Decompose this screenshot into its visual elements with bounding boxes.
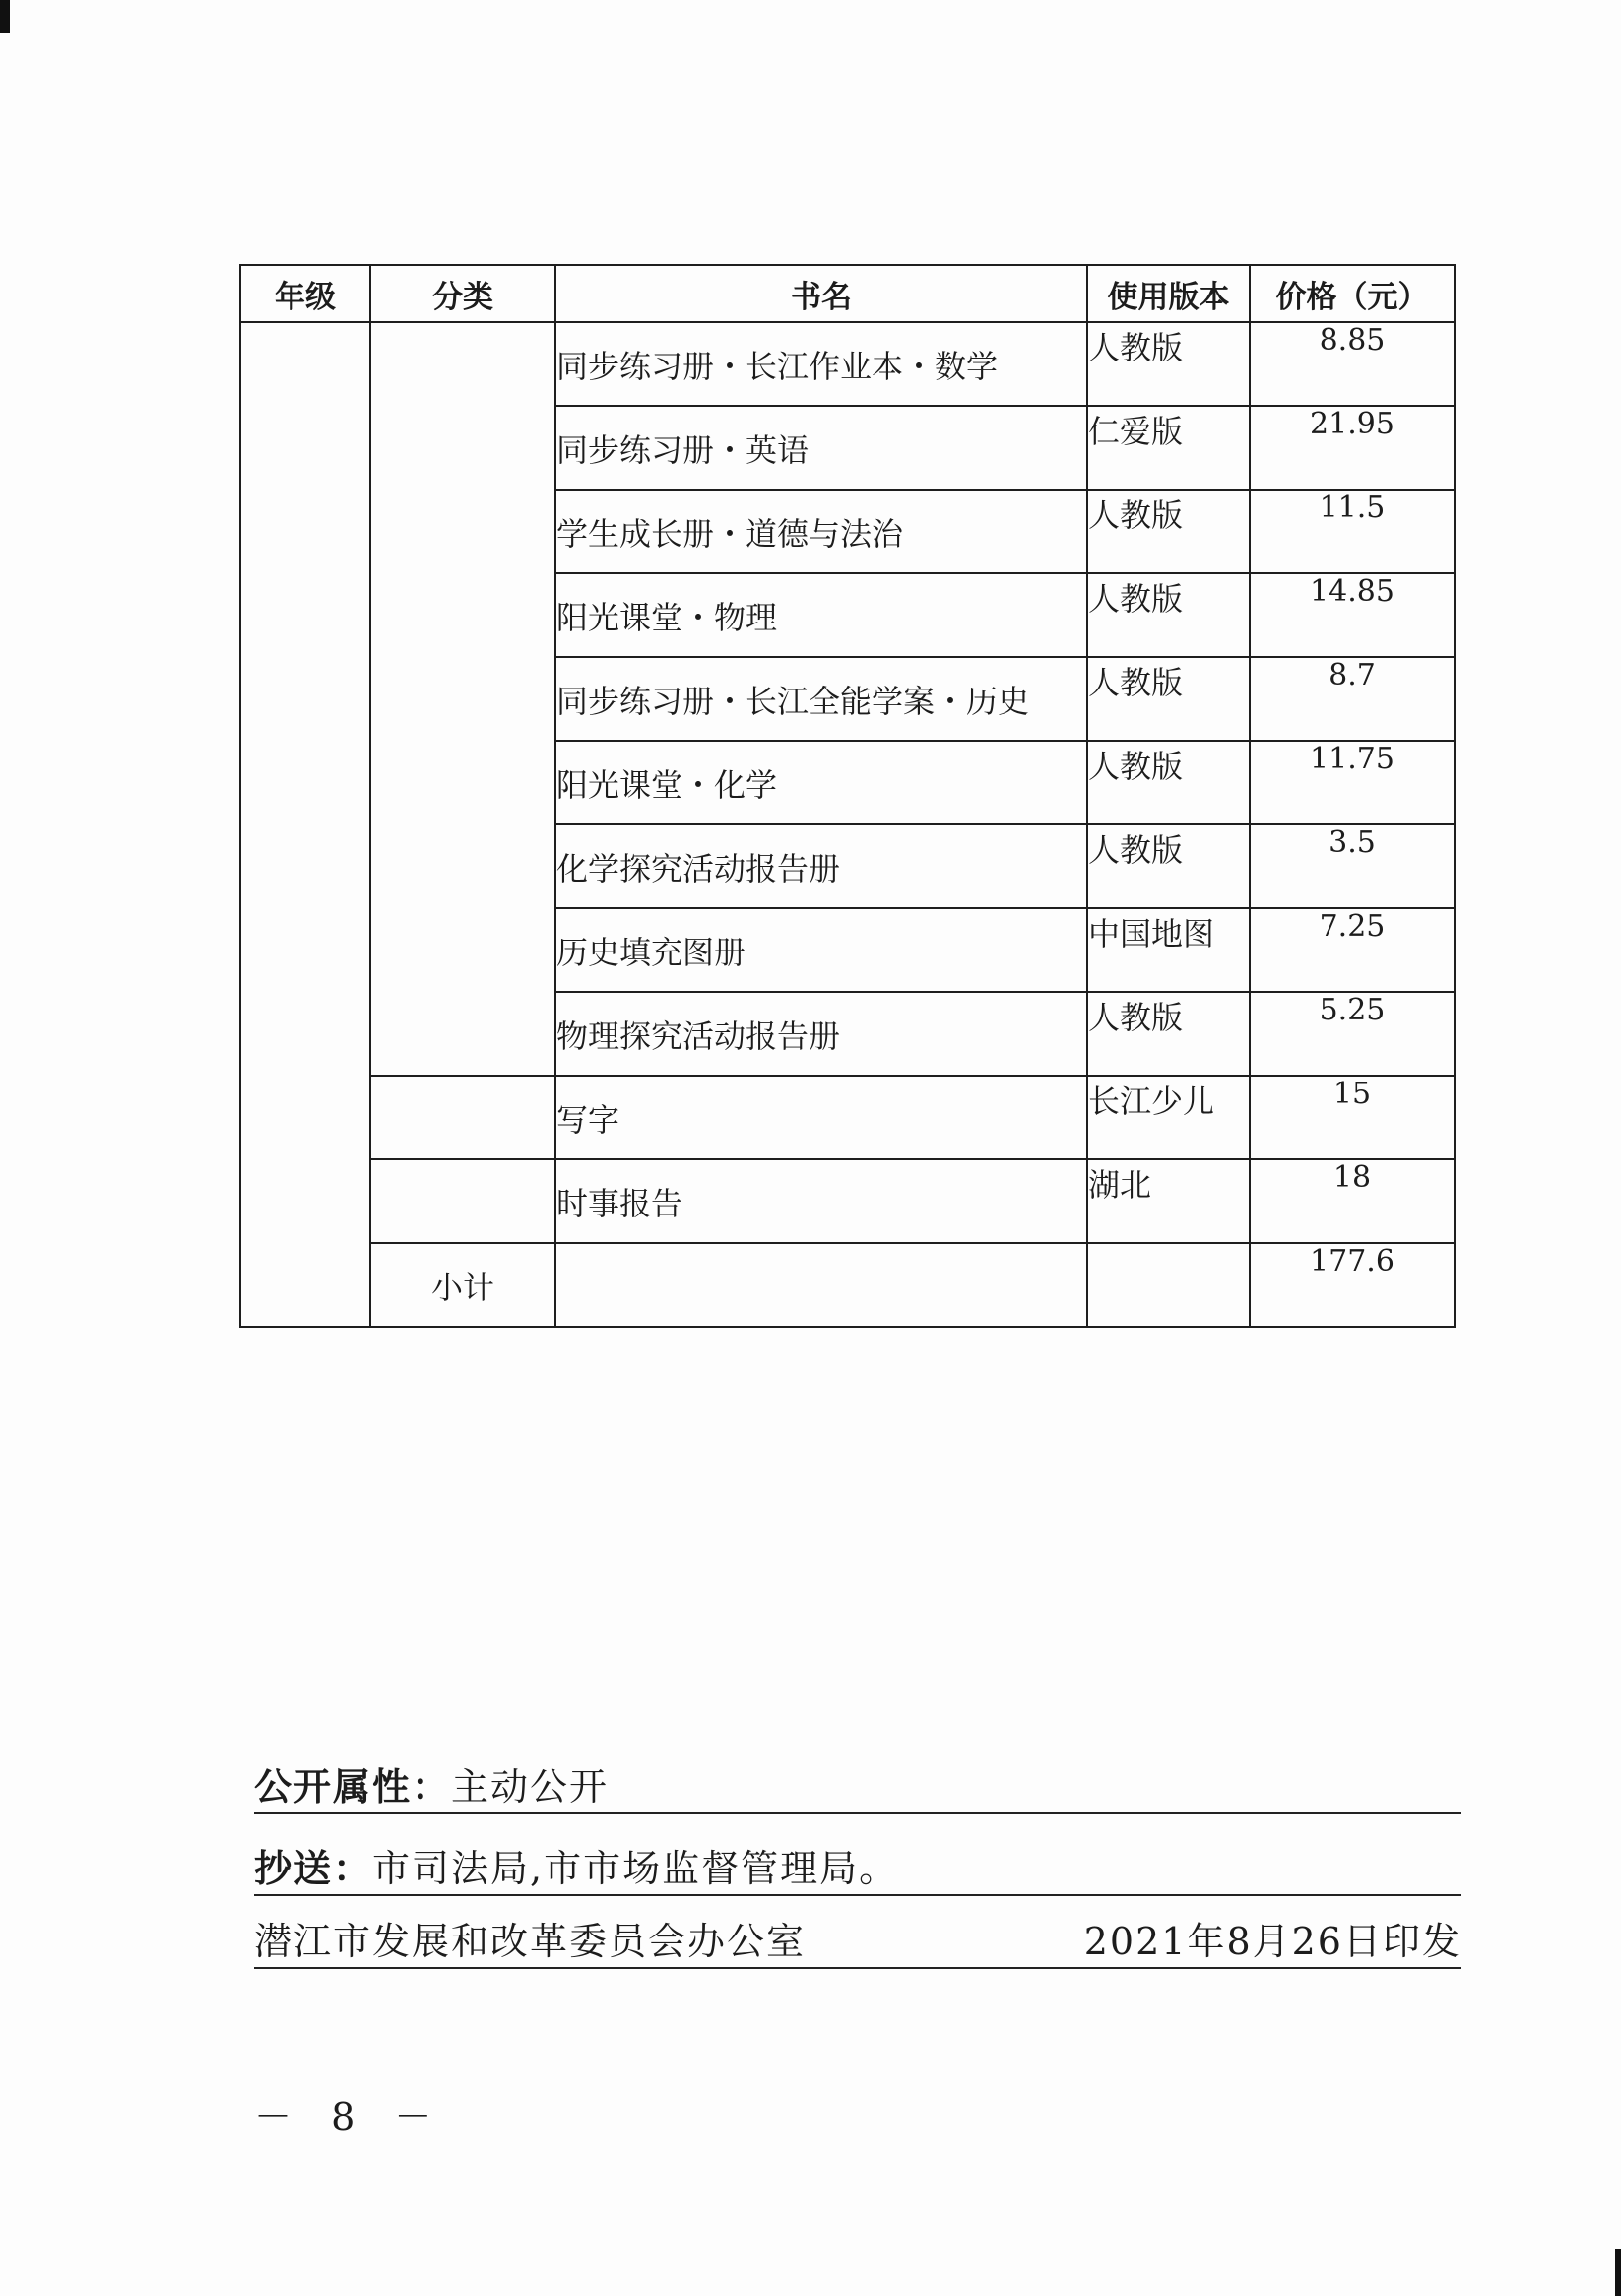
book-name-cell: 写字 bbox=[555, 1076, 1087, 1159]
edition-cell: 仁爱版 bbox=[1087, 406, 1250, 490]
header-price: 价格（元） bbox=[1250, 265, 1455, 322]
price-cell: 14.85 bbox=[1250, 573, 1455, 657]
price-cell: 7.25 bbox=[1250, 908, 1455, 992]
header-edition: 使用版本 bbox=[1087, 265, 1250, 322]
cc-label: 抄送： bbox=[254, 1847, 373, 1890]
price-cell: 11.75 bbox=[1250, 741, 1455, 824]
book-name-cell bbox=[555, 1243, 1087, 1327]
subtotal-label: 小计 bbox=[370, 1243, 555, 1327]
subtotal-row bbox=[240, 1243, 1455, 1327]
price-cell: 15 bbox=[1250, 1076, 1455, 1159]
header-category: 分类 bbox=[370, 265, 555, 322]
subtotal-price: 177.6 bbox=[1250, 1243, 1455, 1327]
disclosure-line bbox=[254, 1761, 1461, 1814]
table-row bbox=[240, 322, 1455, 406]
page-number: － 8 － bbox=[254, 2095, 446, 2138]
disclosure-label: 公开属性： bbox=[254, 1765, 452, 1808]
price-cell: 5.25 bbox=[1250, 992, 1455, 1076]
edition-cell: 人教版 bbox=[1087, 657, 1250, 741]
disclosure-value: 主动公开 bbox=[451, 1765, 610, 1808]
price-cell: 3.5 bbox=[1250, 824, 1455, 908]
edition-cell: 人教版 bbox=[1087, 824, 1250, 908]
scan-corner-mark bbox=[0, 0, 10, 33]
table-row bbox=[240, 1076, 1455, 1159]
book-name-cell: 时事报告 bbox=[555, 1159, 1087, 1243]
category-cell bbox=[370, 322, 555, 1076]
edition-cell: 长江少儿 bbox=[1087, 1076, 1250, 1159]
cc-line bbox=[254, 1843, 1461, 1896]
edition-cell: 人教版 bbox=[1087, 992, 1250, 1076]
header-grade: 年级 bbox=[240, 265, 370, 322]
category-cell bbox=[370, 1076, 555, 1159]
edition-cell: 人教版 bbox=[1087, 490, 1250, 573]
grade-cell bbox=[240, 322, 370, 1327]
issuer: 潜江市发展和改革委员会办公室 bbox=[254, 1920, 807, 1963]
book-name-cell: 阳光课堂・化学 bbox=[555, 741, 1087, 824]
textbook-price-table bbox=[239, 264, 1456, 1328]
price-cell: 8.7 bbox=[1250, 657, 1455, 741]
book-name-cell: 同步练习册・英语 bbox=[555, 406, 1087, 490]
edition-cell: 人教版 bbox=[1087, 741, 1250, 824]
edition-cell bbox=[1087, 1243, 1250, 1327]
book-name-cell: 化学探究活动报告册 bbox=[555, 824, 1087, 908]
issue-line bbox=[254, 1916, 1461, 1969]
cc-value: 市司法局,市市场监督管理局。 bbox=[372, 1847, 899, 1890]
book-name-cell: 同步练习册・长江作业本・数学 bbox=[555, 322, 1087, 406]
book-name-cell: 同步练习册・长江全能学案・历史 bbox=[555, 657, 1087, 741]
price-cell: 21.95 bbox=[1250, 406, 1455, 490]
price-cell: 18 bbox=[1250, 1159, 1455, 1243]
price-cell: 8.85 bbox=[1250, 322, 1455, 406]
price-cell: 11.5 bbox=[1250, 490, 1455, 573]
book-name-cell: 阳光课堂・物理 bbox=[555, 573, 1087, 657]
table-row bbox=[240, 1159, 1455, 1243]
book-name-cell: 历史填充图册 bbox=[555, 908, 1087, 992]
edition-cell: 湖北 bbox=[1087, 1159, 1250, 1243]
category-cell bbox=[370, 1159, 555, 1243]
book-name-cell: 物理探究活动报告册 bbox=[555, 992, 1087, 1076]
edition-cell: 人教版 bbox=[1087, 322, 1250, 406]
edition-cell: 人教版 bbox=[1087, 573, 1250, 657]
issue-date: 2021年8月26日印发 bbox=[1083, 1920, 1461, 1963]
header-book-name: 书名 bbox=[555, 265, 1087, 322]
edition-cell: 中国地图 bbox=[1087, 908, 1250, 992]
book-name-cell: 学生成长册・道德与法治 bbox=[555, 490, 1087, 573]
table-header-row bbox=[240, 265, 1455, 322]
scan-edge-mark bbox=[1615, 2249, 1621, 2296]
